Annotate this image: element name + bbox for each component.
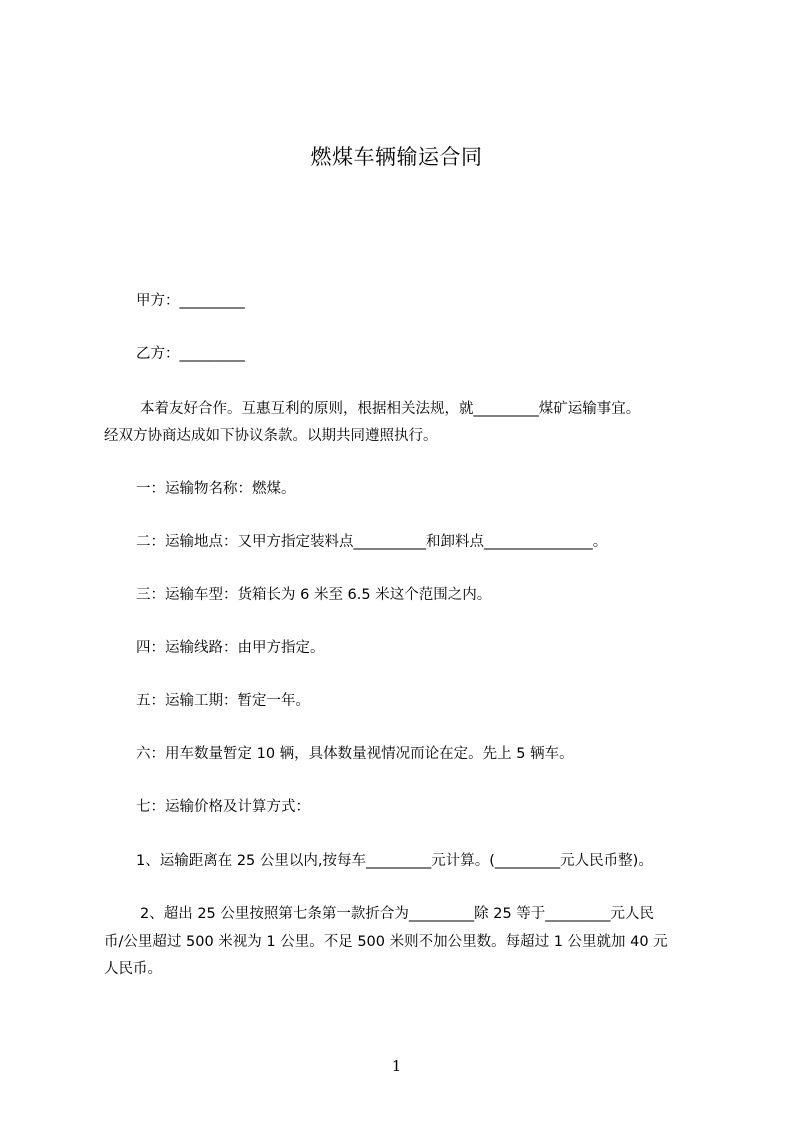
sub-clause-2-line-1: 2、超出 25 公里按照第七条第一款折合为_________除 25 等于_________元人民 (140, 906, 655, 922)
clause-7: 七：运输价格及计算方式： (136, 799, 310, 815)
page-number: 1 (391, 1057, 402, 1075)
clause-6: 六：用车数量暂定 10 辆，具体数量视情况而论在定。先上 5 辆车。 (136, 746, 574, 762)
clause-4: 四：运输线路：由甲方指定。 (136, 640, 325, 656)
clause-2: 二：运输地点：又甲方指定装料点__________和卸料点_______________。 (136, 534, 608, 550)
party-b-blank: _________ (179, 346, 245, 362)
party-b-label: 乙方： (136, 346, 180, 362)
document-title: 燃煤车辆输运合同 (310, 145, 483, 169)
party-a-blank: _________ (179, 293, 245, 309)
preamble-line-2: 经双方协商达成如下协议条款。以期共同遵照执行。 (104, 428, 438, 444)
clause-5: 五：运输工期：暂定一年。 (136, 693, 310, 709)
clause-1: 一：运输物名称：燃煤。 (136, 481, 296, 497)
sub-clause-2-line-2: 币/公里超过 500 米视为 1 公里。不足 500 米则不加公里数。每超过 1 公里就加 40 元 (104, 934, 668, 950)
sub-clause-1: 1、运输距离在 25 公里以内,按每车_________元计算。(_________元人民币整)。 (136, 853, 653, 869)
party-a-line (136, 291, 245, 311)
preamble-line-1: 本着友好合作。互惠互利的原则，根据相关法规，就_________煤矿运输事宜。 (140, 401, 641, 417)
party-a-label: 甲方： (136, 293, 180, 309)
party-b-line (136, 344, 245, 364)
clause-3: 三：运输车型：货箱长为 6 米至 6.5 米这个范围之内。 (136, 587, 492, 603)
sub-clause-2-line-3: 人民币。 (104, 961, 162, 977)
